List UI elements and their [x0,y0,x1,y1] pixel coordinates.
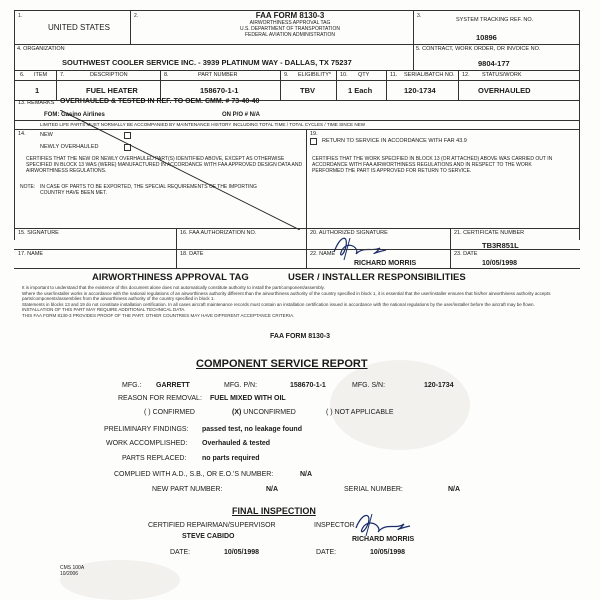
newly-overhauled-label: NEWLY OVERHAULED [40,144,99,150]
doc-code-block [60,565,84,577]
form-title-block [180,11,400,38]
tracking-ref-value: 10896 [476,33,497,42]
item-qty: 1 Each [348,86,373,95]
parts-value: no parts required [202,455,260,462]
doc-code-1: CMS 100A [60,565,85,571]
unconfirmed-mark: (X) [232,409,242,416]
resp-line-1: It is important to understand that the existence of this document alone does not automatically constitute authority to install the part/component/assembly. [22,285,325,290]
resp-line-2: Where the user/installer works in accordance with the national regulations of an airworthiness authority different than the airworthiness authority of the country specified in block 1, it is essential that the user/installer ensures that his/her airworthiness authority accepts parts/components/assemblies from the airworthiness authority of the country specified in block 1. [22,290,551,301]
box20-label: 20. AUTHORIZED SIGNATURE [310,230,388,236]
confirmed-mark: ( ) [144,409,151,416]
cancel-diagonal-line [60,110,300,230]
col-status: STATUS/WORK [482,72,522,78]
serial-label: SERIAL NUMBER: [344,486,403,493]
inspector-signature-image [350,508,414,538]
resp-line-3: Statements in blocks 13 and 19 do not constitute installation certification. In all cases aircraft maintenance records must contain an installation certification issued in accordance with the national regulations by the user/installer before the aircraft may be flown. [22,301,535,307]
return-service-text: RETURN TO SERVICE IN ACCORDANCE WITH FAR 43.9 [322,138,467,144]
box23-label: 23. DATE [454,251,478,257]
form-footer: FAA FORM 8130-3 [270,333,331,340]
confirmed-option[interactable] [144,408,195,417]
col-part-number: PART NUMBER [198,72,238,78]
remarks-text: OVERHAULED & TESTED IN REF. TO OEM. CMM. # 73-40-40 [60,98,260,105]
item-eligibility: TBV [300,86,315,95]
new-part-value: N/A [266,486,279,493]
col-eligibility: ELIGIBILITY* [298,72,332,78]
form-title: FAA FORM 8130-3 [255,11,325,20]
name-value: RICHARD MORRIS [354,260,417,267]
responsibilities-title: AIRWORTHINESS APPROVAL TAG [92,272,249,283]
repairman-label: CERTIFIED REPAIRMAN/SUPERVISOR [148,522,276,529]
inspector-value: RICHARD MORRIS [352,536,415,543]
form-subtitle-3: FEDERAL AVIATION ADMINISTRATION [244,32,336,38]
note-label: NOTE: [20,184,36,190]
resp-line-5: THIS FAA FORM 8130-3 PROVIDES PROOF OF THE PART. OTHER COUNTRIES MAY HAVE DIFFERENT ACCEPTANCE CRITERIA. [22,312,295,318]
date-value-left: 10/05/1998 [224,549,260,556]
mfg-sn-label: MFG. S/N: [352,382,386,389]
unconfirmed-label: UNCONFIRMED [243,409,296,416]
remarks-line-3: ON P/O # N/A [222,112,261,118]
col-qty: QTY [358,72,370,78]
na-mark: ( ) [326,409,333,416]
col-description: DESCRIPTION [90,72,128,78]
box16-label: 16. FAA AUTHORIZATION NO. [180,230,257,236]
remarks-line-2: FOM: Gasino Airlines [44,112,105,118]
prelim-label: PRELIMINARY FINDINGS: [104,426,189,433]
work-value: Overhauled & tested [202,440,271,447]
mfg-value: GARRETT [156,382,190,389]
col-item: ITEM [34,72,48,78]
work-label: WORK ACCOMPLISHED: [106,440,188,447]
item-number: 1 [35,86,40,95]
box5-label: 5. CONTRACT, WORK ORDER, OR INVOICE NO. [416,46,541,52]
document-page: 1. UNITED STATES 2. FAA FORM 8130-3 AIRWORTHINESS APPROVAL TAG U.S. DEPARTMENT OF TRANSPORTATION FEDERAL AVIATION ADMINISTRATION 3. SYSTEM TRACKING REF. NO. 10896 4. ORGANIZATION SOUTHWEST COOLER SERVICE INC. - 3939 PLATINUM WAY - DALLAS, TX 75237 5. CONTRACT, WORK ORDER, OR INVOICE NO. 9804-177 6. ITEM 7. DESCRIPTION 8. PART NUMBER 9. ELIGIBILITY* 10. QTY 11. SERIAL/BATCH NO. 12. STATUS/WORK 1 FUEL HEATER 158670-1-1 TBV 1 Each 120-1734 OVERHAULED 13. REMARKS OVERHAULED & TESTED IN REF. TO OEM. CMM. # 73-40-40 FOM: Gasino Airlines ON P/O # N/A LIMITED LIFE PARTS MUST NORMALLY BE ACCOMPANIED BY MAINTENANCE HISTORY INCLUDING TOTAL TIME / TOTAL CYCLES / TIME SINCE NEW 14. NEW NEWLY OVERHAULED CERTIFIES THAT THE NEW OR NEWLY OVERHAULED PART(S) IDENTIFIED ABOVE, EXCEPT AS OTHERWISE SPECIFIED IN BLOCK 13 WAS (WERE) MANUFACTURED IN ACCORDANCE WITH FAA APPROVED DESIGN DATA AND AIRWORTHINESS REGULATIONS. NOTE: IN CASE OF PARTS TO BE EXPORTED, THE SPECIAL REQUIREMENTS OF THE IMPORTING COUNTRY HAVE BEEN MET. 19. RETURN TO SERVICE IN ACCORDANCE WITH FAR 43.9 CERTIFIES THAT THE WORK SPECIFIED IN BLOCK 13 (OR ATTACHED) ABOVE WAS CARRIED OUT IN ACCORDANCE WITH FAA AIRWORTHINESS REGULATIONS AND IN RESPECT TO THE WORK PERFORMED THE PART IS APPROVED FOR RETURN TO SERVICE. 15. SIGNATURE 16. FAA AUTHORIZATION NO. 20. AUTHORIZED SIGNATURE 21. CERTIFICATE NUMBER TB3R851L 17. NAME 18. DATE 22. NAME RICHARD MORRIS 23. DATE 10/05/1998 AIRWORTHINESS APPROVAL TAG USER / INSTALLER RESPONSIBILITIES It is important to understand that the existence of this document alone does not automatically constitute authority to install the part/component/assembly. Where the user/installer works in accordance with the national regulations of an airworthiness authority different than the airworthiness authority of the country specified in block 1, it is essential that the user/installer ensures that his/her airworthiness authority accepts parts/components/assemblies from the airworthiness authority of the country specified in block 1. Statements in blocks 13 and 19 do not constitute installation certification. In all cases aircraft maintenance records must contain an installation certification issued in accordance with the national regulations by the user/installer before the aircraft may be flown. INSTALLATION OF THIS PART MAY REQUIRE ADDITIONAL TECHNICAL DATA. THIS FAA FORM 8130-3 PROVIDES PROOF OF THE PART. OTHER COUNTRIES MAY HAVE DIFFERENT ACCEPTANCE CRITERIA. FAA FORM 8130-3 COMPONENT SERVICE REPORT MFG.: GARRETT MFG. P/N: 158670-1-1 MFG. S/N: 120-1734 REASON FOR REMOVAL: FUEL MIXED WITH OIL ( ) CONFIRMED (X) UNCONFIRMED ( ) NOT APPLICABLE PRELIMINARY FINDINGS: passed test, no leakage found WORK ACCOMPLISHED: Overhauled & tested PARTS REPLACED: no parts required COMPLIED WITH A.D., S.B., OR E.O.'S NUMBER: N/A NEW PART NUMBER: N/A SERIAL NUMBER: N/A FINAL INSPECTION CERTIFIED REPAIRMAN/SUPERVISOR STEVE CABIDO INSPECTOR RICHARD MORRIS DATE: 10/05/1998 DATE: 10/05/1998 CMS 100A 10/2006 [0,0,600,600]
reason-label: REASON FOR REMOVAL: [118,395,202,402]
llp-line: LIMITED LIFE PARTS MUST NORMALLY BE ACCOMPANIED BY MAINTENANCE HISTORY INCLUDING TOTAL TIME / TOTAL CYCLES / TIME SINCE NEW [40,122,366,127]
new-part-label: NEW PART NUMBER: [152,486,223,493]
date-value-right: 10/05/1998 [370,549,406,556]
box3-label: SYSTEM TRACKING REF. NO. [456,17,534,23]
mfg-label: MFG.: [122,382,142,389]
responsibilities-text [22,285,582,318]
box21-label: 21. CERTIFICATE NUMBER [454,230,525,236]
note-text: IN CASE OF PARTS TO BE EXPORTED, THE SPECIAL REQUIREMENTS OF THE IMPORTING COUNTRY HAVE BEEN MET. [40,184,257,196]
box4-label: 4. ORGANIZATION [17,46,65,52]
item-part-number: 158670-1-1 [200,86,239,95]
authorized-signature-image [330,230,390,262]
reason-value: FUEL MIXED WITH OIL [210,395,286,402]
mfg-sn-value: 120-1734 [424,382,454,389]
box15-label: 15. SIGNATURE [18,230,59,236]
paper-stain [330,360,470,450]
form-subtitle-1: AIRWORTHINESS APPROVAL TAG [249,20,331,26]
repairman-value: STEVE CABIDO [182,533,235,540]
final-inspection-title: FINAL INSPECTION [232,506,316,516]
country-value: UNITED STATES [48,23,110,32]
certificate-number-value: TB3R851L [482,241,519,250]
parts-label: PARTS REPLACED: [122,455,187,462]
na-label: NOT APPLICABLE [334,409,394,416]
box17-label: 17. NAME [18,251,44,257]
return-service-checkbox[interactable] [310,138,317,145]
inspector-label: INSPECTOR [314,522,355,529]
organization-value: SOUTHWEST COOLER SERVICE INC. - 3939 PLATINUM WAY - DALLAS, TX 75237 [62,58,352,67]
form-subtitle-2: U.S. DEPARTMENT OF TRANSPORTATION [240,26,340,32]
work-order-value: 9804-177 [478,59,510,68]
new-label: NEW [40,132,53,138]
complied-value: N/A [300,471,313,478]
item-description: FUEL HEATER [86,86,138,95]
responsibilities-title-2: USER / INSTALLER RESPONSIBILITIES [288,272,466,283]
report-title: COMPONENT SERVICE REPORT [196,358,368,370]
box22-label: 22. NAME [310,251,336,257]
date-label-right: DATE: [316,549,337,556]
item-serial: 120-1734 [404,86,436,95]
box18-label: 18. DATE [180,251,204,257]
complied-label: COMPLIED WITH A.D., S.B., OR E.O.'S NUMBER: [114,471,274,478]
cert-right-text: CERTIFIES THAT THE WORK SPECIFIED IN BLOCK 13 (OR ATTACHED) ABOVE WAS CARRIED OUT IN ACCORDANCE WITH FAA AIRWORTHINESS REGULATIONS AND IN RESPECT TO THE WORK PERFORMED THE PART IS APPROVED FOR RETURN TO SERVICE. [312,156,553,174]
mfg-pn-value: 158670-1-1 [290,382,326,389]
cert-left-text: CERTIFIES THAT THE NEW OR NEWLY OVERHAULED PART(S) IDENTIFIED ABOVE, EXCEPT AS OTHERWISE SPECIFIED IN BLOCK 13 WAS (WERE) MANUFACTURED IN ACCORDANCE WITH FAA APPROVED DESIGN DATA AND AIRWORTHINESS REGULATIONS. [26,156,303,174]
doc-code-2: 10/2006 [60,571,79,577]
confirmed-label: CONFIRMED [152,409,195,416]
date-value: 10/05/1998 [482,260,518,267]
col-serial: SERIAL/BATCH NO. [404,72,455,78]
not-applicable-option[interactable] [326,408,394,417]
prelim-value: passed test, no leakage found [202,426,302,433]
unconfirmed-option[interactable] [232,408,296,417]
date-label-left: DATE: [170,549,191,556]
mfg-pn-label: MFG. P/N: [224,382,258,389]
serial-value: N/A [448,486,461,493]
resp-line-4: INSTALLATION OF THIS PART MAY REQUIRE ADDITIONAL TECHNICAL DATA. [22,307,186,312]
item-status: OVERHAULED [478,86,531,95]
remarks-label: 13. REMARKS [18,100,55,106]
